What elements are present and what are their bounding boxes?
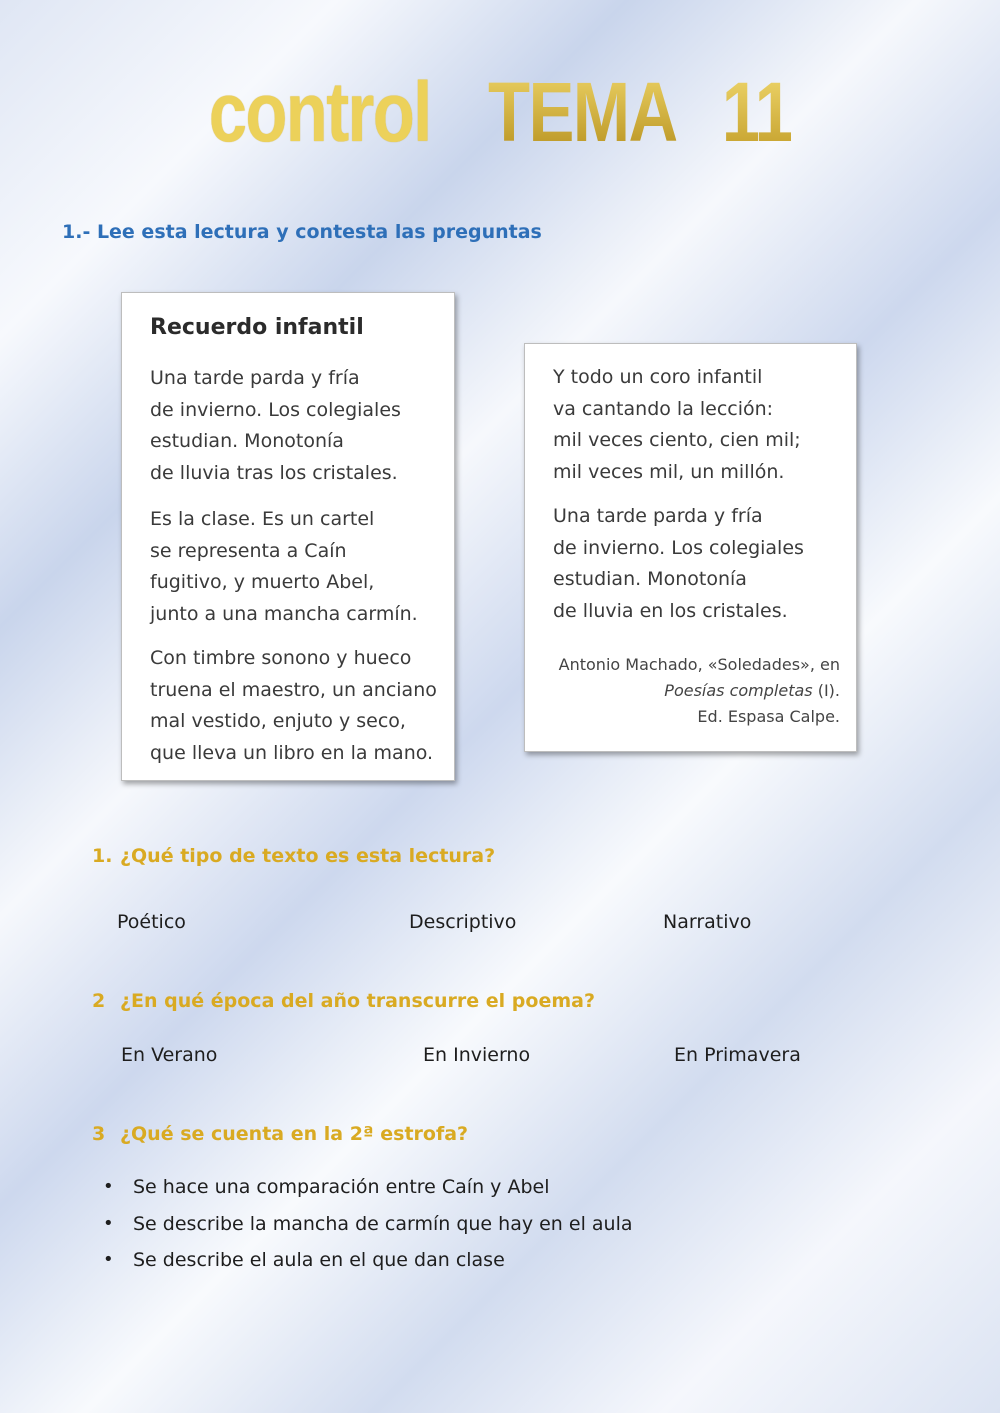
stanza-1 xyxy=(150,363,401,489)
answer-option[interactable]: Poético xyxy=(117,911,186,933)
poem-line: Una tarde parda y fría xyxy=(150,367,360,389)
page-title xyxy=(90,62,910,162)
poem-line: que lleva un libro en la mano. xyxy=(150,741,434,764)
poem-line: estudian. Monotonía xyxy=(150,430,344,452)
title-tema: TEMA xyxy=(488,62,677,162)
answer-list xyxy=(103,1172,633,1282)
question-number: 1. xyxy=(92,845,113,867)
answer-option[interactable]: En Verano xyxy=(121,1044,218,1066)
poem-line: estudian. Monotonía xyxy=(553,568,747,590)
question-1 xyxy=(92,845,495,867)
poem-line: mil veces mil, un millón. xyxy=(553,460,785,483)
poem-line: truena el maestro, un anciano xyxy=(150,678,437,701)
poem-line: Es la clase. Es un cartel xyxy=(150,508,375,530)
stanza-3 xyxy=(150,643,437,769)
poem-line: junto a una mancha carmín. xyxy=(150,602,418,625)
stanza-2 xyxy=(150,504,418,630)
poem-line: de lluvia tras los cristales. xyxy=(150,461,398,484)
poem-line: Y todo un coro infantil xyxy=(553,366,763,388)
title-number: 11 xyxy=(722,62,792,162)
question-text: ¿En qué época del año transcurre el poema? xyxy=(120,990,595,1012)
poem-line: de invierno. Los colegiales xyxy=(553,536,804,559)
poem-title: Recuerdo infantil xyxy=(150,315,364,340)
question-3 xyxy=(92,1123,468,1145)
question-number: 3 xyxy=(92,1123,106,1145)
question-text: ¿Qué se cuenta en la 2ª estrofa? xyxy=(120,1123,469,1145)
credit-line: Antonio Machado, «Soledades», en xyxy=(558,655,840,674)
answer-option[interactable]: • Se describe la mancha de carmín que hay en el aula xyxy=(103,1209,633,1246)
answer-option[interactable]: En Primavera xyxy=(674,1044,801,1066)
poem-line: de lluvia en los cristales. xyxy=(553,599,788,622)
credit-volume: (I). xyxy=(812,681,840,700)
answer-option[interactable]: • Se hace una comparación entre Caín y Abel xyxy=(103,1172,633,1209)
answer-option[interactable]: Descriptivo xyxy=(409,911,517,933)
poem-line: mal vestido, enjuto y seco, xyxy=(150,710,406,732)
question-2 xyxy=(92,990,595,1012)
stanza-5 xyxy=(553,501,804,627)
credit-line xyxy=(559,678,840,704)
poem-line: Con timbre sonono y hueco xyxy=(150,647,412,669)
poem-box-right xyxy=(524,343,857,752)
question-number: 2 xyxy=(92,990,106,1012)
answer-option[interactable]: • Se describe el aula en el que dan clase xyxy=(103,1245,633,1282)
title-control: control xyxy=(208,65,431,159)
credit-book-title: Poesías completas xyxy=(664,681,813,700)
poem-line: de invierno. Los colegiales xyxy=(150,398,401,421)
poem-line: Una tarde parda y fría xyxy=(553,505,763,527)
answer-option[interactable]: En Invierno xyxy=(423,1044,531,1066)
poem-box-left xyxy=(121,292,455,781)
answer-option[interactable]: Narrativo xyxy=(663,911,752,933)
poem-line: fugitivo, y muerto Abel, xyxy=(150,571,375,593)
poem-line: se representa a Caín xyxy=(150,539,347,562)
section-heading: 1.- Lee esta lectura y contesta las preguntas xyxy=(62,221,542,243)
stanza-4 xyxy=(553,362,801,488)
poem-line: va cantando la lección: xyxy=(553,397,774,420)
credit-line: Ed. Espasa Calpe. xyxy=(697,707,840,726)
question-text: ¿Qué tipo de texto es esta lectura? xyxy=(120,845,496,867)
poem-line: mil veces ciento, cien mil; xyxy=(553,429,801,451)
poem-credit xyxy=(559,652,840,730)
